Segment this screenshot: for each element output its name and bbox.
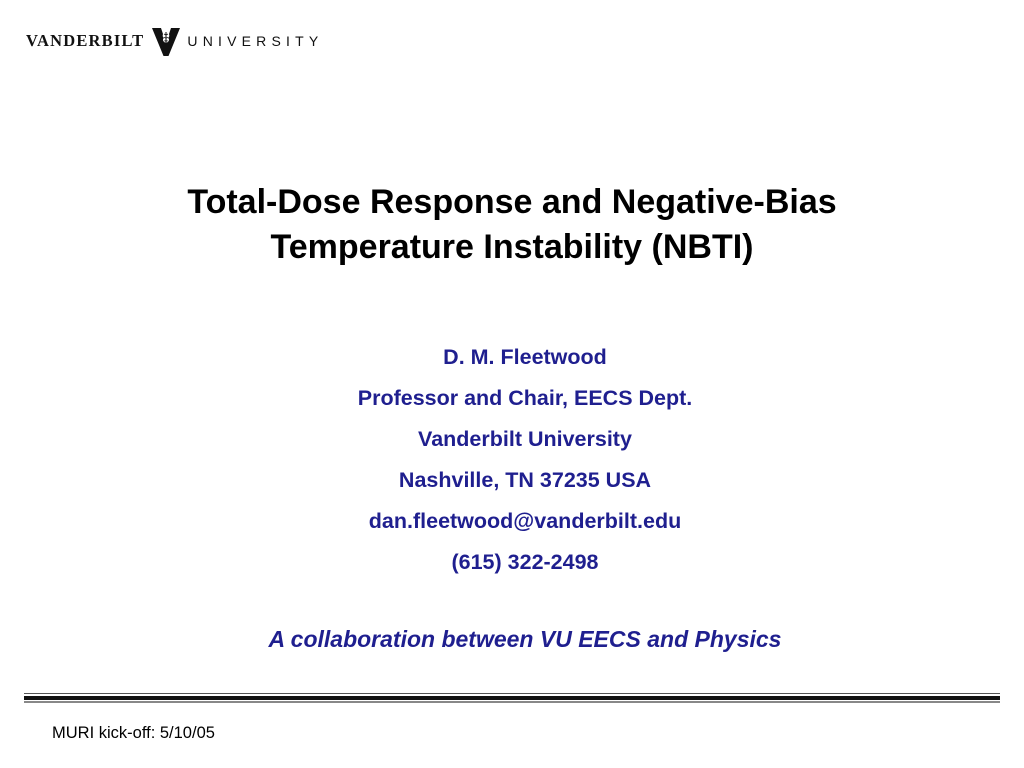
vanderbilt-logo [26,24,323,58]
logo-text-university: UNIVERSITY [187,33,324,49]
footer-text: MURI kick-off: 5/10/05 [52,724,215,742]
author-phone: (615) 322-2498 [451,550,599,574]
title-line-1: Total-Dose Response and Negative-Bias [187,183,837,221]
author-name: D. M. Fleetwood [443,345,607,369]
vanderbilt-v-oak-leaf-icon [151,25,181,57]
footer-divider-shadow [24,701,1000,703]
collaboration-note: A collaboration between VU EECS and Physics [268,626,782,652]
author-location: Nashville, TN 37235 USA [398,468,652,492]
author-position: Professor and Chair, EECS Dept. [357,386,693,410]
logo-text-vanderbilt: VANDERBILT [26,31,145,50]
footer-divider-main [24,696,1000,700]
footer-divider-top [24,693,1000,694]
slide-title [0,180,1024,270]
author-block [0,337,1024,583]
author-email: dan.fleetwood@vanderbilt.edu [368,509,682,533]
title-line-2: Temperature Instability (NBTI) [270,228,754,266]
author-university: Vanderbilt University [418,427,632,451]
